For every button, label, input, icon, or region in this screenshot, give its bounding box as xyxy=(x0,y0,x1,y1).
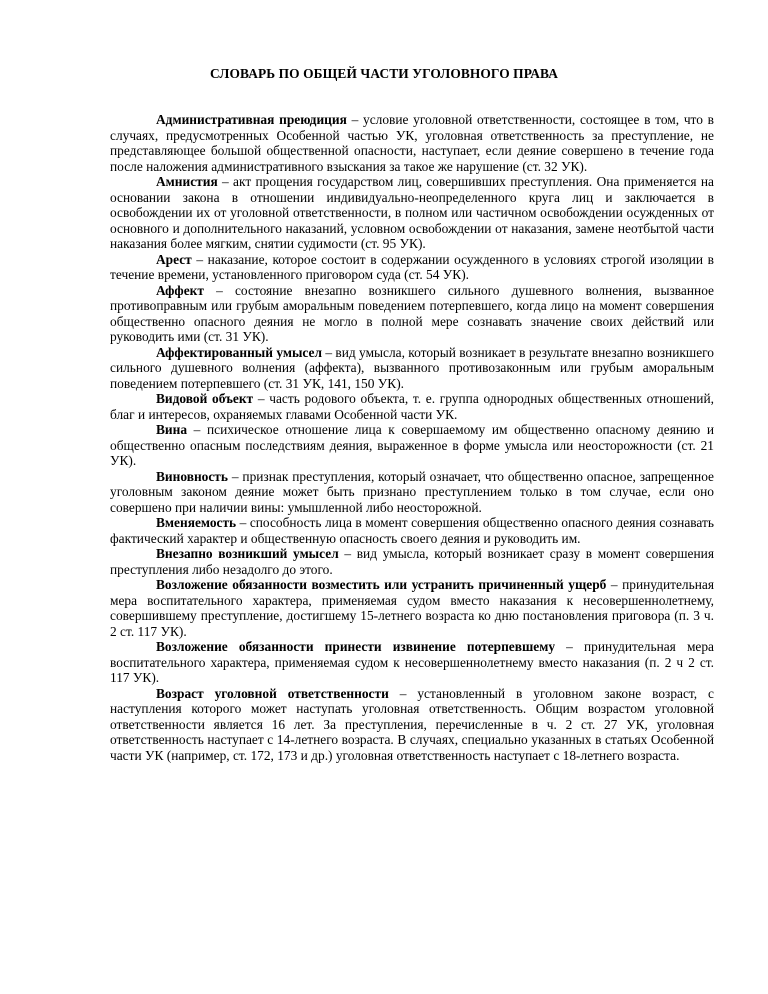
entry-definition: – вид умысла, который возникает в результате внезапно возникшего сильного душевного волнения (аффекта), вызванного противозаконным или грубым аморальным поведением потерпевшего (ст. 31 УК, 141, 150 УК). xyxy=(110,344,715,391)
entry-term: Арест xyxy=(156,251,192,267)
glossary-entry xyxy=(110,469,714,516)
entry-definition: – акт прощения государством лиц, совершивших преступления. Она применяется на основании закона в отношении индивидуально-неопределенного круга лиц и заключается в освобождении их от уголовной ответственности, в полном или частичном освобождении осужденных от основного и дополнительного наказаний, условном освобождении от наказания, замене неотбытой части наказания более мягким, снятии судимости (ст. 95 УК). xyxy=(110,174,714,251)
entry-definition: – установленный в уголовном законе возраст, с наступления которого может наступать уголовная ответственность. Общим возрастом уголовной ответственности является 16 лет. За преступления, перечисленные в ч. 2 ст. 27 УК, уголовная ответственность наступает с 14-летнего возраста. В случаях, специально указанных в статьях Особенной части УК (например, ст. 172, 173 и др.) уголовная ответственность наступает с 18-летнего возраста. xyxy=(110,685,714,763)
entry-definition: – психическое отношение лица к совершаемому им общественно опасному деянию и общественно опасным последствиям деяния, выраженное в форме умысла или неосторожности (ст. 21 УК). xyxy=(110,422,714,468)
glossary-entry xyxy=(110,639,714,686)
entry-term: Видовой объект xyxy=(156,391,254,406)
entry-term: Вменяемость xyxy=(156,515,237,530)
entry-definition: – принудительная мера воспитательного характера, применяемая судом вместо наказания к несовершеннолетнему, совершившему преступление, достигшему 15-летнего возраста ко дню постановления приговора (п. 3 ч. 2 ст. 117 УК). xyxy=(110,577,714,639)
entry-term: Административная преюдиция xyxy=(156,112,347,127)
glossary-entry xyxy=(110,391,714,422)
entry-term: Внезапно возникший умысел xyxy=(156,546,339,561)
glossary-entry xyxy=(110,577,714,639)
entry-term: Возложение обязанности принести извинение потерпевшему xyxy=(156,639,556,654)
glossary-body xyxy=(110,112,714,763)
glossary-entry xyxy=(110,283,714,345)
entry-definition: – состояние внезапно возникшего сильного душевного волнения, вызванное противоправным или грубым аморальным поведением потерпевшего, когда лицо на момент совершения общественно опасного деяния не могло в полной мере сознавать значение своих действий или руководить ими (ст. 31 УК). xyxy=(110,282,714,344)
glossary-entry xyxy=(110,174,714,252)
entry-definition: – признак преступления, который означает, что общественно опасное, запрещенное уголовным законом деяние может быть признано преступлением только в том случае, если оно совершено при наличии вины: умышленной либо неосторожной. xyxy=(110,468,714,515)
entry-definition: – условие уголовной ответственности, состоящее в том, что в случаях, предусмотренных Особенной частью УК, уголовная ответственность за преступление, не представляющее большой общественной опасности, наступает, если деяние совершено в течение года после наложения административного взыскания за такое же нарушение (ст. 32 УК). xyxy=(110,112,714,174)
glossary-entry xyxy=(110,112,714,174)
glossary-entry xyxy=(110,422,714,469)
entry-definition: – наказание, которое состоит в содержании осужденного в условиях строгой изоляции в течение времени, установленного приговором суда (ст. 54 УК). xyxy=(110,251,714,282)
entry-definition: – способность лица в момент совершения общественно опасного деяния сознавать фактический характер и общественную опасность своего деяния и руководить им. xyxy=(110,515,714,546)
glossary-entry xyxy=(110,686,714,764)
glossary-entry xyxy=(110,515,714,546)
entry-term: Аффектированный умысел xyxy=(156,344,322,360)
entry-term: Вина xyxy=(156,422,188,437)
entry-term: Возраст уголовной ответственности xyxy=(156,685,389,701)
glossary-entry xyxy=(110,546,714,577)
entry-definition: – вид умысла, который возникает сразу в момент совершения преступления либо незадолго до этого. xyxy=(110,546,714,577)
entry-definition: – принудительная мера воспитательного характера, применяемая судом к несовершеннолетнему вместо наказания (п. 2 ч 2 ст. 117 УК). xyxy=(110,639,714,685)
entry-term: Амнистия xyxy=(156,174,218,189)
entry-term: Виновность xyxy=(156,468,228,484)
glossary-entry xyxy=(110,345,714,392)
page-title: СЛОВАРЬ ПО ОБЩЕЙ ЧАСТИ УГОЛОВНОГО ПРАВА xyxy=(210,66,558,81)
entry-term: Возложение обязанности возместить или устранить причиненный ущерб xyxy=(156,577,607,592)
entry-term: Аффект xyxy=(156,282,204,298)
glossary-entry xyxy=(110,252,714,283)
entry-definition: – часть родового объекта, т. е. группа однородных общественных отношений, благ и интересов, охраняемых главами Особенной части УК. xyxy=(110,391,714,422)
